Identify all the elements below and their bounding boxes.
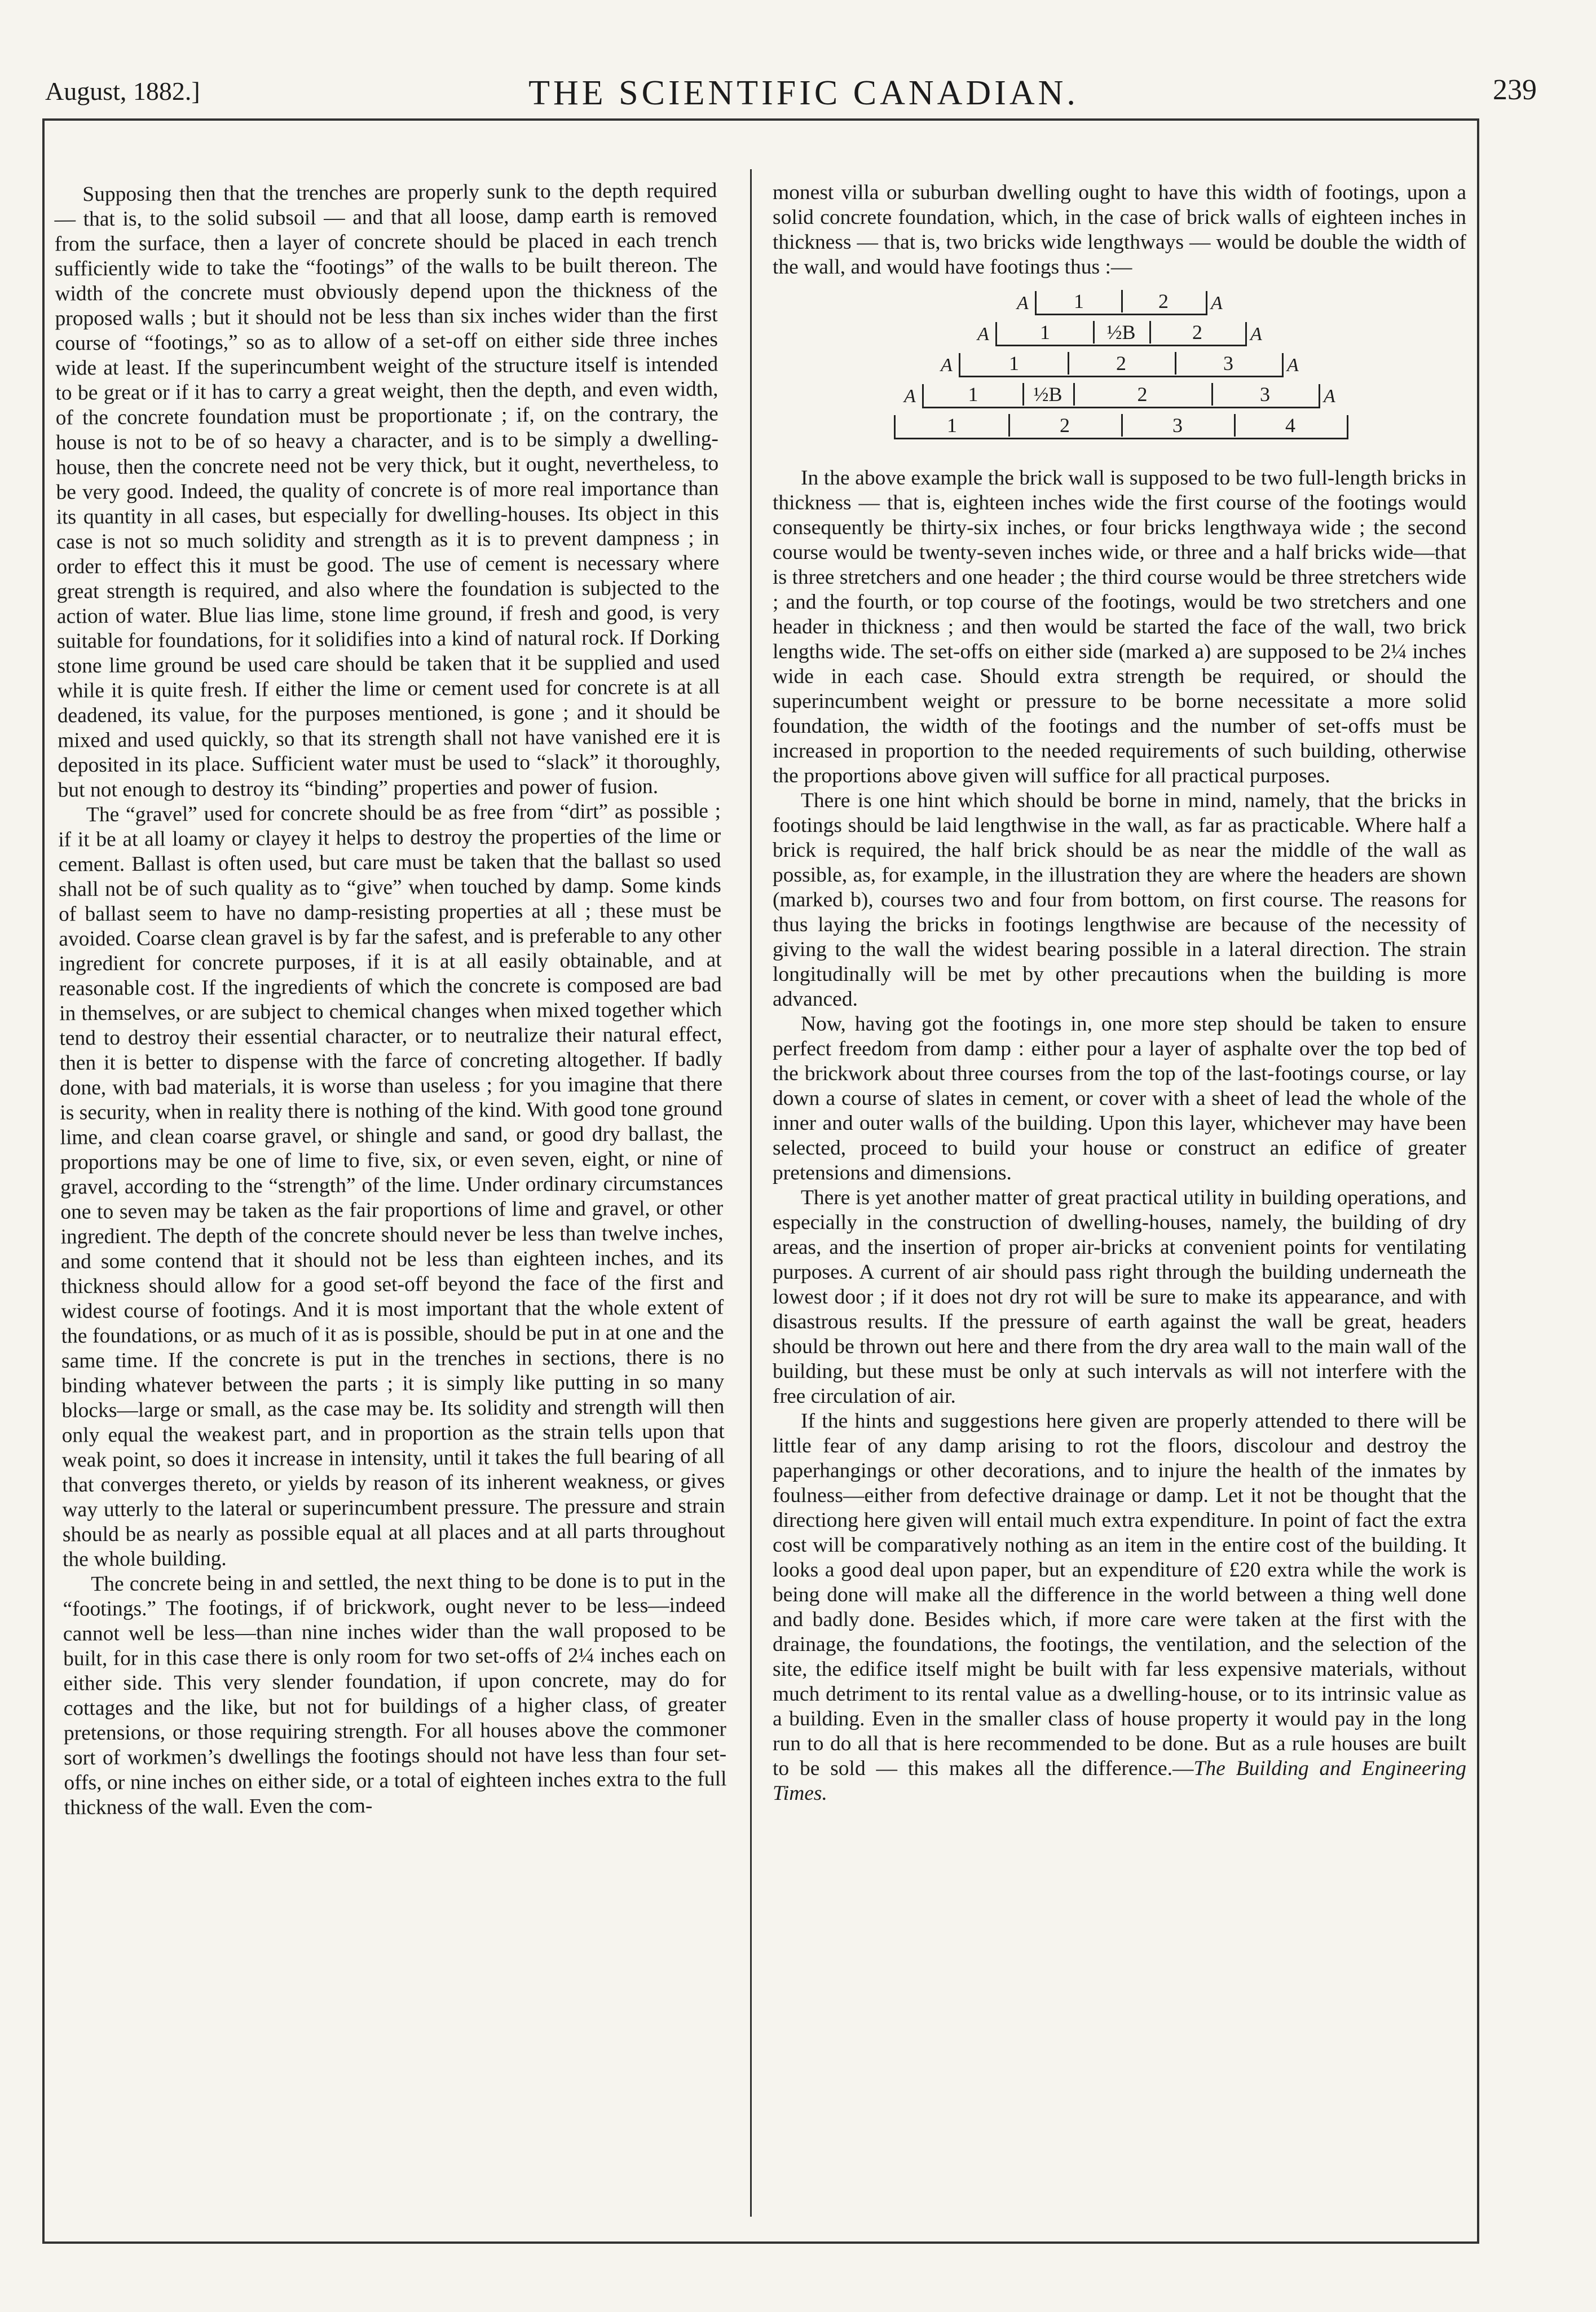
brick-cell: 2	[1068, 352, 1176, 375]
paragraph-text: If the hints and suggestions here given are properly attended to there will be little fear of any damp arising to rot the floors, discolour and destroy the paperhangings or other decorations, and to injure the health of the inmates by foulness—either from defective drainage or damp. Let it not be thought that the directiong here given will entail much extra expenditure. In point of fact the extra cost will be comparatively nothing as an item in the entire cost of the building. It looks a good deal upon paper, but an expenditure of £20 extra while the work is being done will make all the difference in the world between a thing well done and badly done. Besides which, if more care were taken at the first with the drainage, the foundations, the footings, the ventilation, and the selection of the site, the edifice itself might be built with far less expensive materials, without much detriment to its rental value as a dwelling-house, or to its intrinsic value as a building. Even in the smaller class of house property it would pay in the long run to do all that is here recommended to be done. But as a rule houses are built to be sold — this makes all the difference.—	[773, 1410, 1466, 1780]
paragraph: In the above example the brick wall is supposed to be two full-length bricks in thickness — that is, eighteen inches wide the first course of the footings would consequently be thirty-six inches, or four bricks lengthwaya wide ; the second course would be twenty-seven inches wide, or three and a half bricks wide—that is three stretchers and one header ; the third course would be three stretchers wide ; and the fourth, or top course of the footings, would be two stretchers and one header in thickness ; and then would be started the face of the wall, two brick lengths wide. The set-offs on either side (marked a) are supposed to be 2¼ inches wide in each case. Should extra strength be required, or should the superincumbent weight or pressure to be borne necessitate a more solid foundation, the width of the footings and the number of set-offs must be increased in proportion to the needed requirements of such building, otherwise the proportions above given will suffice for all practical purposes.	[773, 466, 1466, 787]
setoff-label: A	[941, 355, 953, 376]
brick-cell: 3	[1223, 352, 1233, 375]
brick-cell: 2	[1158, 290, 1169, 312]
setoff-label: A	[1250, 324, 1262, 345]
footing-course-bottom	[894, 415, 1348, 439]
footing-course	[922, 384, 1320, 408]
brick-cell: 1	[960, 352, 1069, 375]
setoff-label: A	[1287, 355, 1299, 376]
brick-cell: 1	[924, 383, 1024, 406]
paragraph: The “gravel” used for concrete should be as free from “dirt” as possible ; if it be at all loamy or clayey it helps to destroy the properties of the lime or cement. Ballast is often used, but care must be taken that the ballast so used shall not be of such quality as to “give” when touched by damp. Some kinds of ballast seem to have no damp-resisting properties at all ; these must be avoided. Coarse clean gravel is by far the safest, and is preferable to any other ingredient for concrete purposes, if it is at all easily obtainable, and at reasonable cost. If the ingredients of which the concrete is composed are bad in themselves, or are subject to chemical changes when mixed together which tend to destroy their essential character, or to neutralize their natural effect, then it is better to dispense with the farce of concreting altogether. If badly done, with bad materials, it is worse than useless ; for you imagine that there is security, when in reality there is nothing of the kind. With good tone ground lime, and clean coarse gravel, or shingle and sand, or good dry ballast, the proportions may be one of lime to five, six, or even seven, eight, or nine of gravel, according to the “strength” of the lime. Under ordinary circumstances one to seven may be taken as the fair proportions of lime and gravel, or other ingredient. The depth of the concrete should never be less than twelve inches, and some contend that it should not be less than eighteen inches, and its thickness should allow for a good set-off beyond the face of the first and widest course of footings. And it is most important that the whole extent of the foundations, or as much of it as is possible, should be put in at one and the same time. If the concrete is put in the trenches in sections, there is no binding whatever between the parts ; it is simply like putting in so many blocks—large or small, as the case may be. Its solidity and strength will then only equal the weakest part, and in proportion as the strain tells upon that weak point, so does it increase in intensity, until it takes the full bearing of all that converges thereto, or yields by reason of its inherent weakness, or gives way utterly to the lateral or superincumbent pressure. The pressure and strain should be as nearly as possible equal at all places and at all parts throughout the whole building.	[58, 799, 725, 1571]
paragraph	[773, 1409, 1466, 1806]
brick-cell: 2	[1192, 321, 1202, 344]
paragraph: There is yet another matter of great practical utility in building operations, and especially in the construction of dwelling-houses, namely, the building of dry areas, and the insertion of proper air-bricks at convenient points for ventilating purposes. A current of air should pass right through the building underneath the lowest door ; if it does not dry rot will be sure to make its appearance, and with disastrous results. If the pressure of earth against the wall be great, headers should be thrown out here and there from the dry area wall to the main wall of the building, but these must be only at such intervals as will not interfere with the free circulation of air.	[773, 1186, 1466, 1408]
brick-cell: 1	[1037, 290, 1123, 312]
footing-course-top	[1035, 291, 1207, 315]
page-header	[45, 59, 1562, 121]
footing-course	[995, 322, 1247, 346]
brick-cell: 2	[1008, 414, 1123, 437]
page-number: 239	[1493, 74, 1537, 106]
brick-cell: 3	[1121, 414, 1236, 437]
footings-diagram	[837, 291, 1401, 449]
paragraph: monest villa or suburban dwelling ought to have this width of footings, upon a solid concrete foundation, which, in the case of brick walls of eighteen inches in thickness — that is, two bricks wide lengthways — would be double the width of the wall, and would have footings thus :—	[773, 181, 1466, 279]
setoff-label: A	[1211, 293, 1223, 314]
setoff-label: A	[904, 386, 916, 407]
paragraph: There is one hint which should be borne in mind, namely, that the bricks in footings should be laid lengthwise in the wall, as far as practicable. Where half a brick is required, the half brick should be as near the middle of the wall as possible, as, for example, in the illustration they are where the headers are shown (marked b), courses two and four from bottom, on first course. The reasons for thus laying the bricks in footings lengthwise are because of the necessity of giving to the wall the widest bearing possible in a lateral direction. The strain longitudinally will be met by other precautions when the building is more advanced.	[773, 789, 1466, 1011]
brick-cell: 2	[1073, 383, 1213, 406]
brick-cell: 3	[1260, 383, 1270, 406]
issue-date: August, 1882.]	[45, 77, 200, 105]
brick-cell: ½B	[1093, 321, 1151, 344]
setoff-label: A	[1324, 386, 1335, 407]
paragraph: Supposing then that the trenches are properly sunk to the depth required — that is, to the solid subsoil — and that all loose, damp earth is removed from the surface, then a layer of concrete should be placed in each trench sufficiently wide to take the “footings” of the walls to be built thereon. The width of the concrete must obviously depend upon the thickness of the proposed walls ; but it should not be less than six inches wider than the first course of “footings,” so as to allow of a set-off on either side three inches wide at least. If the superincumbent weight of the structure itself is intended to be great or if it has to carry a great weight, then the depth, and even width, of the concrete foundation must be proportionate ; if, on the contrary, the house is not to be of so heavy a character, and is to be simply a dwelling-house, then the concrete need not be very thick, but it ought, nevertheless, to be very good. Indeed, the quality of concrete is of more real importance than its quantity in all cases, but especially for dwelling-houses. Its object in this case is not so much solidity and strength as it is to prevent dampness ; in order to effect this it must be good. The use of cement is necessary where great strength is required, and also where the foundation is subjected to the action of water. Blue lias lime, stone lime ground, if fresh and good, is very suitable for foundations, for it solidifies into a kind of natural rock. If Dorking stone lime ground be used care should be taken that it be supplied and used while it is quite fresh. If either the lime or cement used for concrete is at all deadened, its value, for the purposes mentioned, is gone ; and it should be mixed and used quickly, so that its strength shall not have vanished ere it is deposited in its place. Sufficient water must be used to “slack” it thoroughly, but not enough to destroy its “binding” properties and power of fusion.	[54, 179, 721, 802]
brick-cell: 1	[997, 321, 1095, 344]
setoff-label: A	[1017, 293, 1029, 314]
footing-course	[959, 353, 1284, 377]
brick-cell: 1	[896, 414, 1010, 437]
journal-title: THE SCIENTIFIC CANADIAN.	[528, 74, 1079, 112]
brick-cell: ½B	[1022, 383, 1075, 406]
right-column	[773, 180, 1466, 1806]
setoff-label: A	[977, 324, 989, 345]
paragraph: Now, having got the footings in, one more step should be taken to ensure perfect freedom from damp : either pour a layer of asphalte over the top bed of the brickwork about three courses from the top of the last-footings course, or lay down a course of slates in cement, or cover with a sheet of lead the whole of the inner and outer walls of the building. Upon this layer, whichever may have been selected, proceed to build your house or construct an edifice of greater pretensions and dimensions.	[773, 1012, 1466, 1184]
column-divider	[750, 169, 752, 2217]
brick-cell: 4	[1285, 414, 1295, 437]
left-column	[54, 178, 727, 1820]
paragraph: The concrete being in and settled, the next thing to be done is to put in the “footings.” The footings, if of brickwork, ought never to be less—indeed cannot well be less—than nine inches wider than the wall proposed to be built, for in this case there is only room for two set-offs of 2¼ inches each on either side. This very slender foundation, if upon concrete, may do for cottages and the like, but not for buildings of a higher class, of greater pretensions, or those requiring strength. For all houses above the commoner sort of workmen’s dwellings the footings should not have less than four set-offs, or nine inches on either side, or a total of eighteen inches extra to the full thickness of the wall. Even the com-	[63, 1569, 727, 1820]
source-credit: The Building and Engineering Times.	[773, 1757, 1466, 1805]
